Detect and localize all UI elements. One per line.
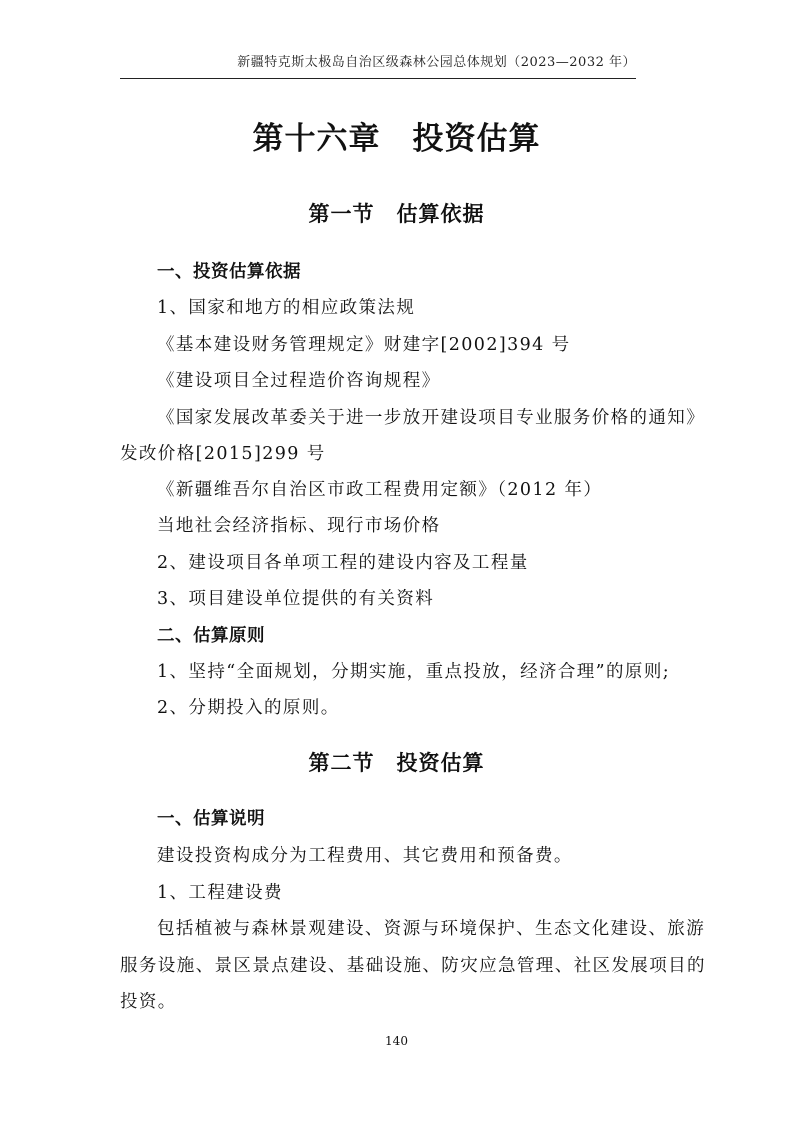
- paragraph-line: 《新疆维吾尔自治区市政工程费用定额》（2012 年）: [157, 480, 603, 500]
- paragraph-line: 《基本建设财务管理规定》财建字[2002]394 号: [157, 335, 571, 355]
- paragraph-line: 2、建设项目各单项工程的建设内容及工程量: [157, 553, 529, 573]
- paragraph-line: 包括植被与森林景观建设、资源与环境保护、生态文化建设、旅游: [157, 919, 706, 939]
- subsection-heading: 一、投资估算依据: [157, 262, 301, 282]
- paragraph-line: 《国家发展改革委关于进一步放开建设项目专业服务价格的通知》: [157, 408, 706, 428]
- paragraph-line: 1、工程建设费: [157, 883, 283, 903]
- paragraph-line: 建设投资构成分为工程费用、其它费用和预备费。: [157, 846, 573, 866]
- paragraph-line: 1、国家和地方的相应政策法规: [157, 298, 416, 318]
- header-rule: [120, 78, 636, 79]
- chapter-title: 第十六章 投资估算: [252, 121, 541, 157]
- paragraph-line: 1、坚持“全面规划，分期实施，重点投放，经济合理”的原则;: [157, 662, 671, 682]
- paragraph-line: 发改价格[2015]299 号: [120, 444, 326, 464]
- paragraph-line: 3、项目建设单位提供的有关资料: [157, 589, 435, 609]
- subsection-heading: 一、估算说明: [157, 809, 265, 829]
- paragraph-line: 服务设施、景区景点建设、基础设施、防灾应急管理、社区发展项目的: [120, 956, 706, 976]
- page-number: 140: [385, 1034, 408, 1048]
- section-title: 第二节 投资估算: [308, 750, 485, 775]
- paragraph-line: 投资。: [120, 992, 177, 1012]
- running-header: 新疆特克斯太极岛自治区级森林公园总体规划（2023—2032 年）: [237, 55, 636, 70]
- paragraph-line: 当地社会经济指标、现行市场价格: [157, 516, 441, 536]
- subsection-heading: 二、估算原则: [157, 626, 265, 646]
- section-title: 第一节 估算依据: [308, 201, 485, 226]
- paragraph-line: 《建设项目全过程造价咨询规程》: [157, 371, 441, 391]
- paragraph-line: 2、分期投入的原则。: [157, 698, 340, 718]
